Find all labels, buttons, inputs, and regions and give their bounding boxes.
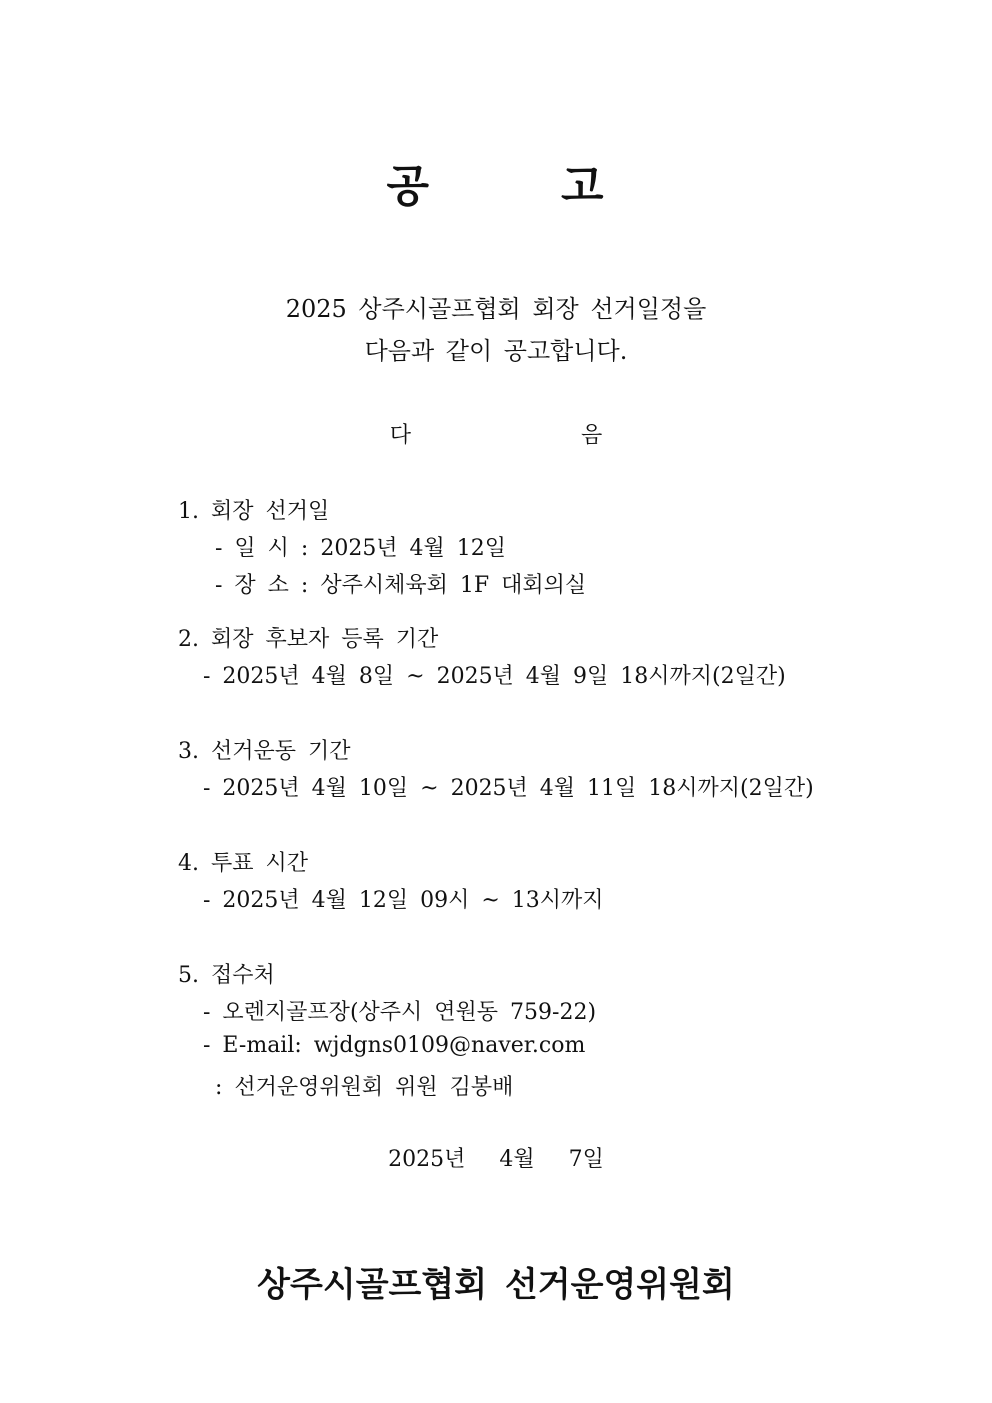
date-day: 7일	[568, 1147, 604, 1172]
section-1-title: 1. 회장 선거일	[178, 499, 330, 524]
section-1-line-1: - 일 시 : 2025년 4월 12일	[215, 536, 507, 561]
section-4-line-1: - 2025년 4월 12일 09시 ~ 13시까지	[203, 888, 604, 913]
section-heading	[0, 418, 992, 449]
issuer-name: 상주시골프협회 선거운영위원회	[257, 1265, 735, 1305]
intro-line-1: 2025 상주시골프협회 회장 선거일정을	[285, 295, 707, 323]
title-part-2: 고	[561, 161, 606, 212]
section-5-line-3: : 선거운영위원회 위원 김봉배	[215, 1075, 514, 1100]
section-2-title: 2. 회장 후보자 등록 기간	[178, 627, 439, 652]
intro-line-2: 다음과 같이 공고합니다.	[364, 337, 628, 365]
date-month: 4월	[499, 1147, 535, 1172]
announcement-date	[0, 1142, 992, 1173]
section-3-line-1: - 2025년 4월 10일 ~ 2025년 4월 11일 18시까지(2일간)	[203, 776, 814, 801]
section-5-line-1: - 오렌지골프장(상주시 연원동 759-22)	[203, 1000, 597, 1025]
section-3-title: 3. 선거운동 기간	[178, 739, 351, 764]
section-5-line-2: - E-mail: wjdgns0109@naver.com	[203, 1033, 586, 1058]
section-4-title: 4. 투표 시간	[178, 851, 308, 876]
date-year: 2025년	[388, 1147, 466, 1172]
document-title	[0, 150, 992, 214]
section-2-line-1: - 2025년 4월 8일 ~ 2025년 4월 9일 18시까지(2일간)	[203, 664, 786, 689]
section-5-title: 5. 접수처	[178, 963, 275, 988]
title-part-1: 공	[386, 161, 431, 212]
intro-text	[0, 288, 992, 372]
heading-part-2: 음	[581, 423, 603, 448]
heading-part-1: 다	[389, 423, 411, 448]
section-1-line-2: - 장 소 : 상주시체육회 1F 대회의실	[215, 573, 587, 598]
